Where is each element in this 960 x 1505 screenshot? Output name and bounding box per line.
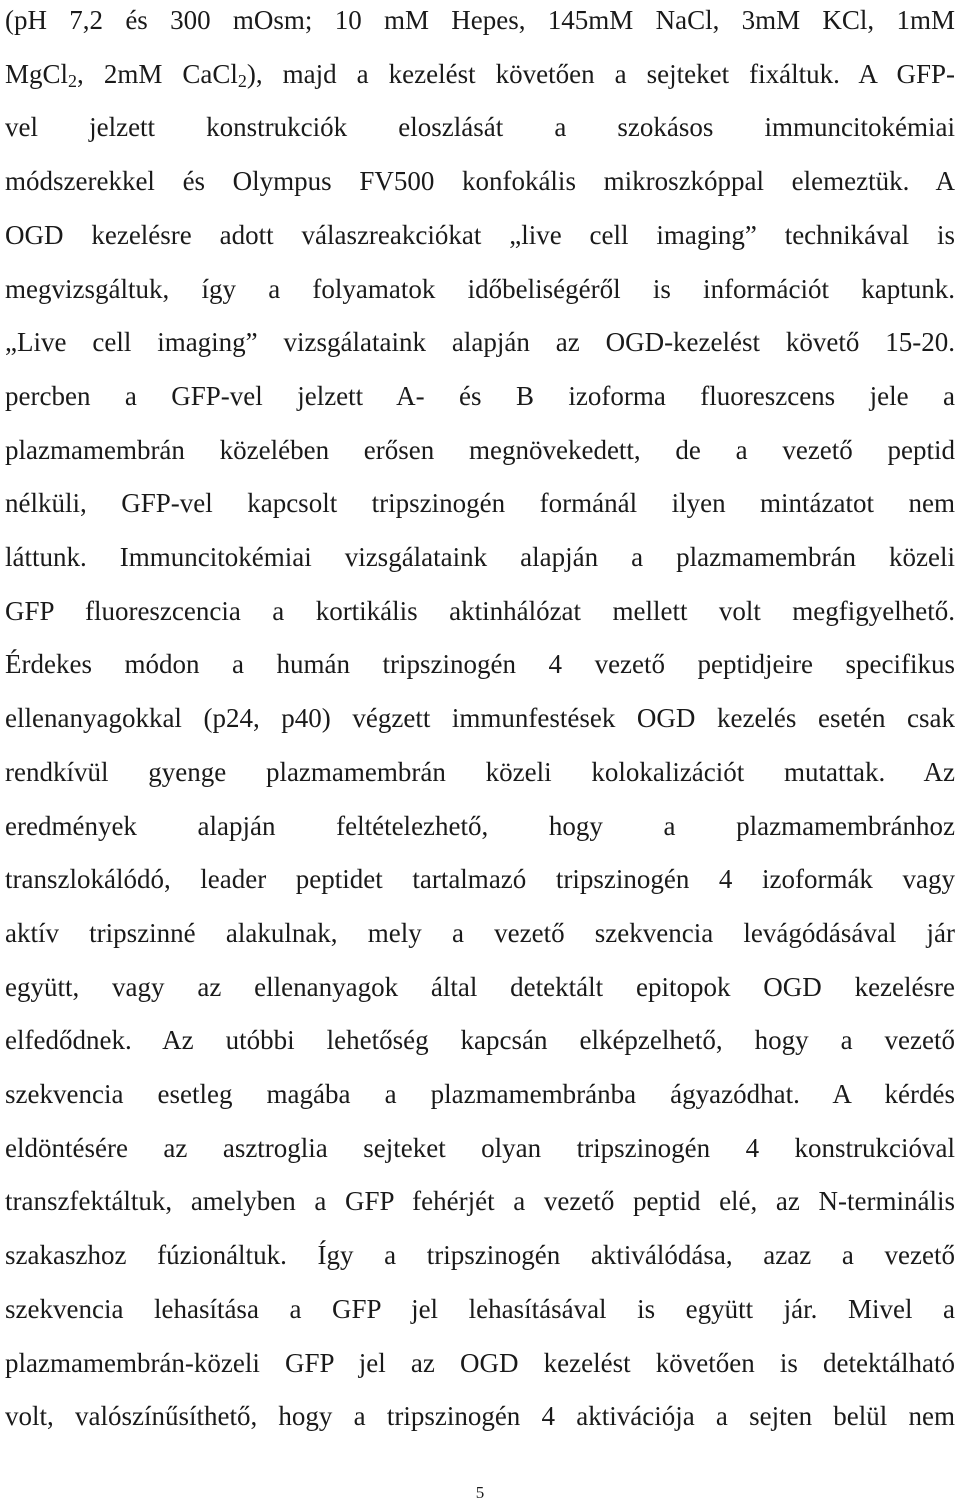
text-line-19: együtt, vagy az ellenanyagok által detektált epitopok OGD kezelésre	[5, 971, 955, 1002]
text-line-3: vel jelzett konstrukciók eloszlását a szokásos immuncitokémiai	[5, 112, 955, 143]
text-line-8: percben a GFP-vel jelzett A- és B izoforma fluoreszcens jele a	[5, 380, 955, 411]
text-line-20: elfedődnek. Az utóbbi lehetőség kapcsán elképzelhető, hogy a vezető	[5, 1025, 955, 1056]
text-line-24: szakaszhoz fúzionáltuk. Így a tripszinogén aktiválódása, azaz a vezető	[5, 1240, 955, 1271]
text-line-6: megvizsgáltuk, így a folyamatok időbeliségéről is információt kaptunk.	[5, 273, 955, 304]
text-line-17: transzlokálódó, leader peptidet tartalmazó tripszinogén 4 izoformák vagy	[5, 864, 955, 895]
text-line-16: eredmények alapján feltételezhető, hogy a plazmamembránhoz	[5, 810, 955, 841]
text-line-23: transzfektáltuk, amelyben a GFP fehérjét a vezető peptid elé, az N-terminális	[5, 1186, 955, 1217]
text-line-11: láttunk. Immuncitokémiai vizsgálataink alapján a plazmamembrán közeli	[5, 542, 955, 572]
text-line-15: rendkívül gyenge plazmamembrán közeli kolokalizációt mutattak. Az	[5, 756, 955, 787]
text-line-10: nélküli, GFP-vel kapcsolt tripszinogén formánál ilyen mintázatot nem	[5, 488, 955, 519]
subscript: 2	[68, 70, 78, 91]
text-line-13: Érdekes módon a humán tripszinogén 4 vezető peptidjeire specifikus	[5, 649, 955, 680]
text-line-12: GFP fluoreszcencia a kortikális aktinhálózat mellett volt megfigyelhető.	[5, 595, 955, 626]
text-fragment: MgCl	[5, 58, 69, 89]
text-line-21: szekvencia esetleg magába a plazmamembránba ágyazódhat. A kérdés	[5, 1079, 955, 1109]
text-line-4: módszerekkel és Olympus FV500 konfokális mikroszkóppal elemeztük. A	[5, 166, 955, 197]
page-number: 5	[475, 1483, 485, 1502]
text-line-9: plazmamembrán közelében erősen megnövekedett, de a vezető peptid	[5, 434, 955, 465]
text-line-26: plazmamembrán-közeli GFP jel az OGD kezelést követően is detektálható	[5, 1347, 955, 1378]
text-line-25: szekvencia lehasítása a GFP jel lehasításával is együtt jár. Mivel a	[5, 1293, 955, 1324]
text-line-2	[5, 48, 955, 102]
text-line-27: volt, valószínűsíthető, hogy a tripszinogén 4 aktivációja a sejten belül nem	[5, 1401, 955, 1432]
text-line-22: eldöntésére az asztroglia sejteket olyan tripszinogén 4 konstrukcióval	[5, 1132, 955, 1163]
text-line-18: aktív tripszinné alakulnak, mely a vezető szekvencia levágódásával jár	[5, 917, 955, 948]
text-line-14: ellenanyagokkal (p24, p40) végzett immunfestések OGD kezelés esetén csak	[5, 703, 955, 734]
text-fragment: , 2mM CaCl	[77, 58, 238, 89]
text-line-7: „Live cell imaging” vizsgálataink alapján az OGD-kezelést követő 15-20.	[5, 327, 955, 358]
subscript: 2	[237, 70, 247, 91]
text-line-1: (pH 7,2 és 300 mOsm; 10 mM Hepes, 145mM NaCl, 3mM KCl, 1mM	[5, 5, 955, 35]
text-line-5: OGD kezelésre adott válaszreakciókat „live cell imaging” technikával is	[5, 219, 955, 250]
text-fragment: ), majd a kezelést követően a sejteket fixáltuk. A GFP-	[246, 58, 955, 89]
